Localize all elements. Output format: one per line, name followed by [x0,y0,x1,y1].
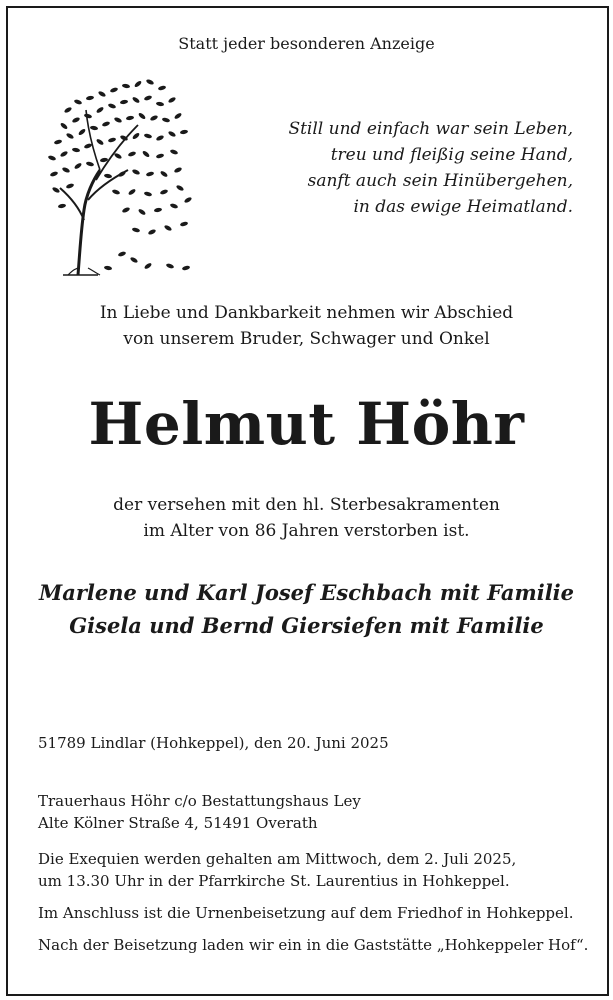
poem-verse [243,116,573,220]
place-date-line: 51789 Lindlar (Hohkeppel), den 20. Juni 2025 [38,734,389,752]
family-line: Marlene und Karl Josef Eschbach mit Familie [38,580,575,605]
statement-line: im Alter von 86 Jahren verstorben ist. [143,521,470,541]
statement-line: der versehen mit den hl. Sterbesakramenten [113,495,500,515]
tree-with-falling-leaves-icon [38,70,198,280]
place-date [38,732,583,754]
intro-line: In Liebe und Dankbarkeit nehmen wir Abschied [99,303,514,323]
header-text: Statt jeder besonderen Anzeige [178,34,435,53]
urn-burial-info [38,902,583,924]
address-line: Alte Kölner Straße 4, 51491 Overath [38,814,318,832]
funeral-mass-info [38,848,583,892]
urn-line: Im Anschluss ist die Urnenbeisetzung auf dem Friedhof in Hohkeppel. [38,904,574,922]
poem-line: Still und einfach war sein Leben, [288,119,573,139]
poem-line: in das ewige Heimatland. [353,197,573,217]
funeral-line: Die Exequien werden gehalten am Mittwoch, dem 2. Juli 2025, [38,850,517,868]
family-line: Gisela und Bernd Giersiefen mit Familie [69,613,544,638]
mourning-families [0,576,613,642]
intro-line: von unserem Bruder, Schwager und Onkel [123,329,490,349]
address-line: Trauerhaus Höhr c/o Bestattungshaus Ley [38,792,361,810]
deceased-name: Helmut Höhr [88,390,525,458]
death-statement [0,492,613,544]
gathering-line: Nach der Beisetzung laden wir ein in die Gaststätte „Hohkeppeler Hof“. [38,936,589,954]
funeral-line: um 13.30 Uhr in der Pfarrkirche St. Laurentius in Hohkeppel. [38,872,510,890]
mourning-house-address [38,790,583,834]
gathering-invitation [38,934,589,956]
poem-line: treu und fleißig seine Hand, [330,145,573,165]
farewell-intro [0,300,613,352]
poem-line: sanft auch sein Hinübergehen, [307,171,573,191]
